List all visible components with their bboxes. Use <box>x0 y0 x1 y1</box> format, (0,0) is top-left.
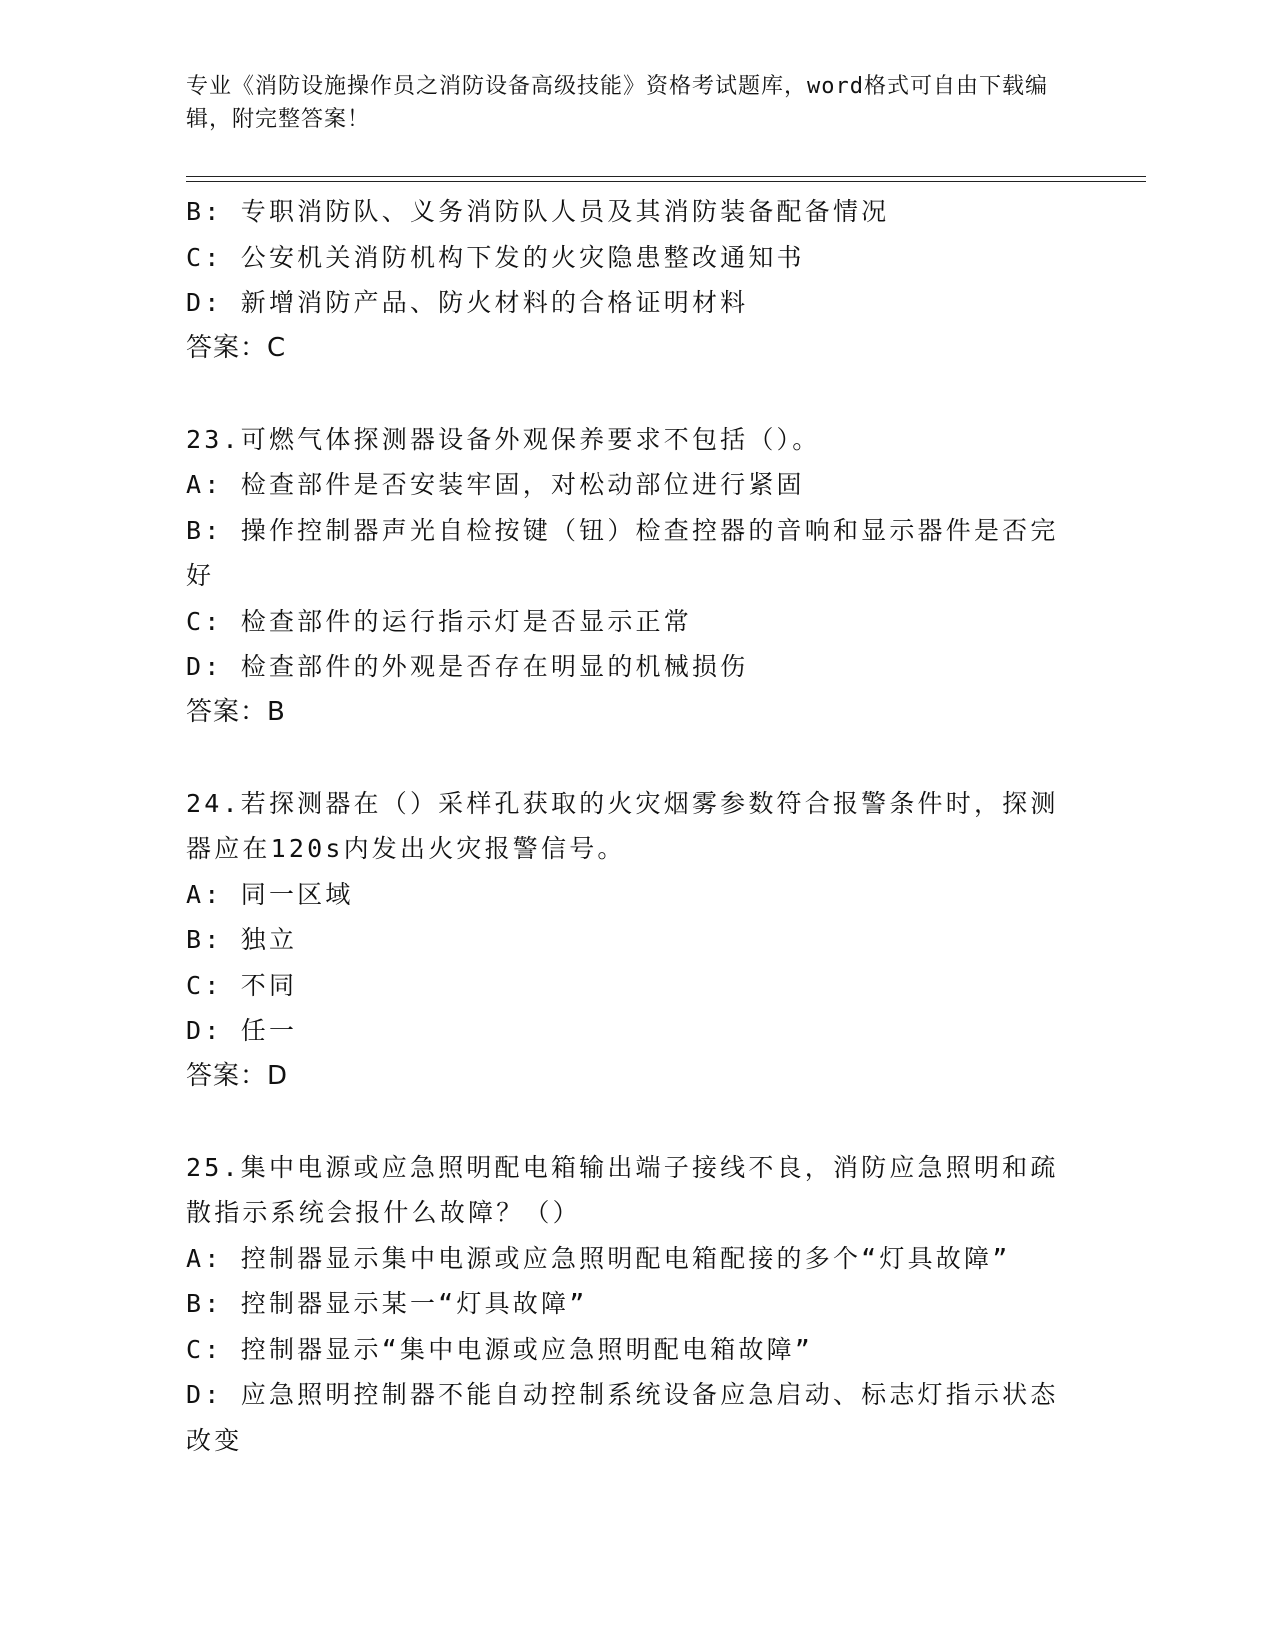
question-gap <box>186 371 1066 417</box>
option-a: A: 检查部件是否安装牢固，对松动部位进行紧固 <box>186 470 805 499</box>
option-b: B: 独立 <box>186 925 298 954</box>
option-d: D: 任一 <box>186 1016 298 1045</box>
option-a: A: 同一区域 <box>186 879 354 909</box>
prev-question-tail <box>186 189 1066 371</box>
option-a: A: 控制器显示集中电源或应急照明配电箱配接的多个“灯具故障” <box>186 1243 1011 1273</box>
question-gap <box>186 735 1066 781</box>
header-divider-top <box>186 176 1146 177</box>
option-d: D: 检查部件的外观是否存在明显的机械损伤 <box>186 652 749 681</box>
answer-line: 答案：C <box>186 332 287 363</box>
document-header: 专业《消防设施操作员之消防设备高级技能》资格考试题库，word格式可自由下载编辑，附完整答案！ <box>186 74 1048 132</box>
option-b: B: 控制器显示某一“灯具故障” <box>186 1289 588 1318</box>
option-d: D: 新增消防产品、防火材料的合格证明材料 <box>186 288 749 317</box>
question-gap <box>186 1099 1066 1145</box>
question-stem: 25.集中电源或应急照明配电箱输出端子接线不良，消防应急照明和疏散指示系统会报什么故障？（） <box>186 1152 1059 1227</box>
option-d: D: 应急照明控制器不能自动控制系统设备应急启动、标志灯指示状态改变 <box>186 1380 1059 1455</box>
option-b: B: 操作控制器声光自检按键（钮）检查控器的音响和显示器件是否完好 <box>186 515 1059 590</box>
question-23 <box>186 417 1066 736</box>
option-c: C: 不同 <box>186 970 298 1000</box>
answer-line: 答案：D <box>186 1060 289 1091</box>
option-c: C: 公安机关消防机构下发的火灾隐患整改通知书 <box>186 242 805 272</box>
option-c: C: 检查部件的运行指示灯是否显示正常 <box>186 606 692 636</box>
question-content <box>186 189 1066 1463</box>
option-c: C: 控制器显示“集中电源或应急照明配电箱故障” <box>186 1334 814 1364</box>
question-stem: 24.若探测器在（）采样孔获取的火灾烟雾参数符合报警条件时，探测器应在120s内发出火灾报警信号。 <box>186 788 1059 863</box>
question-25 <box>186 1145 1066 1464</box>
question-stem: 23.可燃气体探测器设备外观保养要求不包括（）。 <box>186 424 821 454</box>
header-divider-bottom <box>186 181 1146 182</box>
answer-line: 答案：B <box>186 696 286 727</box>
question-24 <box>186 781 1066 1100</box>
option-b: B: 专职消防队、义务消防队人员及其消防装备配备情况 <box>186 197 890 226</box>
